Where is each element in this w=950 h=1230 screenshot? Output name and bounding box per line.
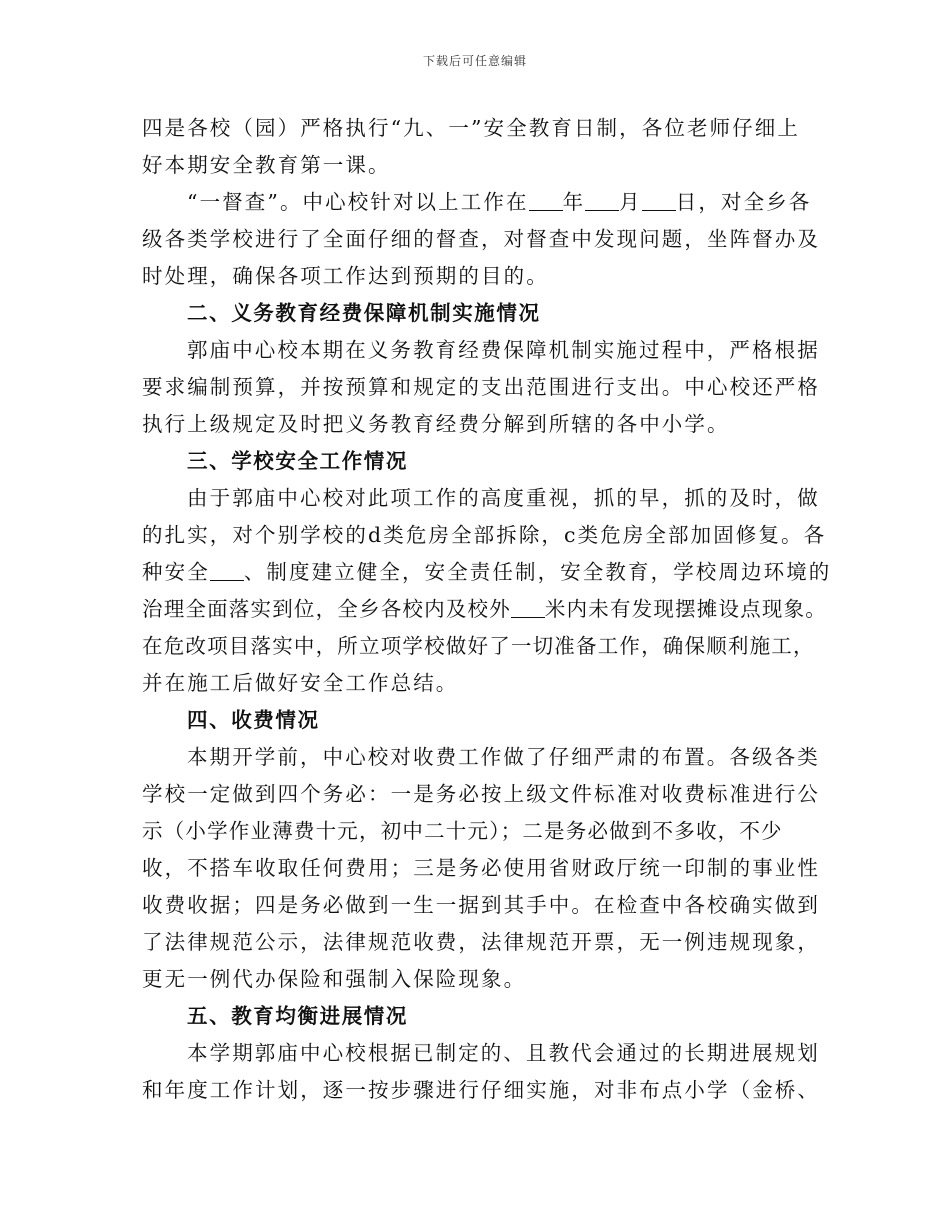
paragraph-line: 的扎实，对个别学校的d类危房全部拆除，c类危房全部加固修复。各 [142, 523, 827, 547]
line-segment: 种安全 [142, 560, 210, 584]
paragraph-line [142, 591, 828, 628]
paragraph-line: 好本期安全教育第一课。 [142, 153, 391, 177]
document-body [142, 110, 832, 1109]
paragraph-line: 了法律规范公示，法律规范收费，法律规范开票，无一例违规现象， [142, 930, 820, 954]
fill-blank [642, 190, 676, 211]
fill-blank [529, 190, 563, 211]
paragraph-line: 四是各校（园）严格执行“九、一”安全教育日制，各位老师仔细上 [142, 116, 800, 140]
section-heading: 三、学校安全工作情况 [187, 449, 408, 473]
paragraph-line: 本期开学前，中心校对收费工作做了仔细严肃的布置。各级各类 [187, 745, 820, 769]
section-heading: 二、义务教育经费保障机制实施情况 [187, 301, 541, 325]
fill-blank [585, 190, 619, 211]
fill-blank [210, 560, 244, 581]
paragraph-line: 收费收据；四是务必做到一生一据到其手中。在检查中各校确实做到 [142, 893, 820, 917]
paragraph-line: 在危改项目落实中，所立项学校做好了一切准备工作，确保顺利施工， [142, 634, 815, 658]
paragraph-line: 示（小学作业薄费十元，初中二十元）；二是务必做到不多收，不少 [142, 819, 783, 843]
paragraph-line: 要求编制预算，并按预算和规定的支出范围进行支出。中心校还严格 [142, 375, 820, 399]
paragraph-line: 收，不搭车收取任何费用；三是务必使用省财政厅统一印制的事业性 [142, 856, 820, 880]
line-segment: 日，对全乡各 [675, 190, 812, 214]
paragraph-line: 郭庙中心校本期在义务教育经费保障机制实施过程中，严格根据 [187, 338, 820, 362]
line-segment: 治理全面落实到位，全乡各校内及校外 [142, 597, 511, 621]
paragraph-line: 本学期郭庙中心校根据已制定的、且教代会通过的长期进展规划 [187, 1041, 820, 1065]
line-segment: 月 [619, 190, 642, 214]
section-heading: 五、教育均衡进展情况 [187, 1004, 408, 1028]
paragraph-line [142, 554, 832, 591]
fill-blank [511, 597, 545, 618]
paragraph-line [142, 184, 814, 221]
line-segment: 年 [562, 190, 586, 214]
paragraph-line: 学校一定做到四个务必：一是务必按上级文件标准对收费标准进行公 [142, 782, 820, 806]
line-segment: “一督查”。中心校针对以上工作在 [187, 190, 529, 214]
line-segment: 、制度建立健全，安全责任制，安全教育，学校周边环境的 [243, 560, 832, 584]
line-segment: 米内未有发现摆摊设点现象。 [544, 597, 828, 621]
paragraph-line: 并在施工后做好安全工作总结。 [142, 671, 459, 695]
paragraph-line: 级各类学校进行了全面仔细的督查，对督查中发现问题，坐阵督办及 [142, 227, 820, 251]
paragraph-line: 时处理，确保各项工作达到预期的目的。 [142, 264, 549, 288]
section-heading: 四、收费情况 [187, 708, 320, 732]
paragraph-line: 由于郭庙中心校对此项工作的高度重视，抓的早，抓的及时，做 [187, 486, 820, 510]
paragraph-line: 更无一例代办保险和强制入保险现象。 [142, 967, 527, 991]
paragraph-line: 和年度工作计划，逐一按步骤进行仔细实施，对非布点小学（金桥、 [142, 1078, 820, 1102]
page-header: 下载后可任意编辑 [422, 54, 527, 68]
paragraph-line: 执行上级规定及时把义务教育经费分解到所辖的各中小学。 [142, 412, 730, 436]
